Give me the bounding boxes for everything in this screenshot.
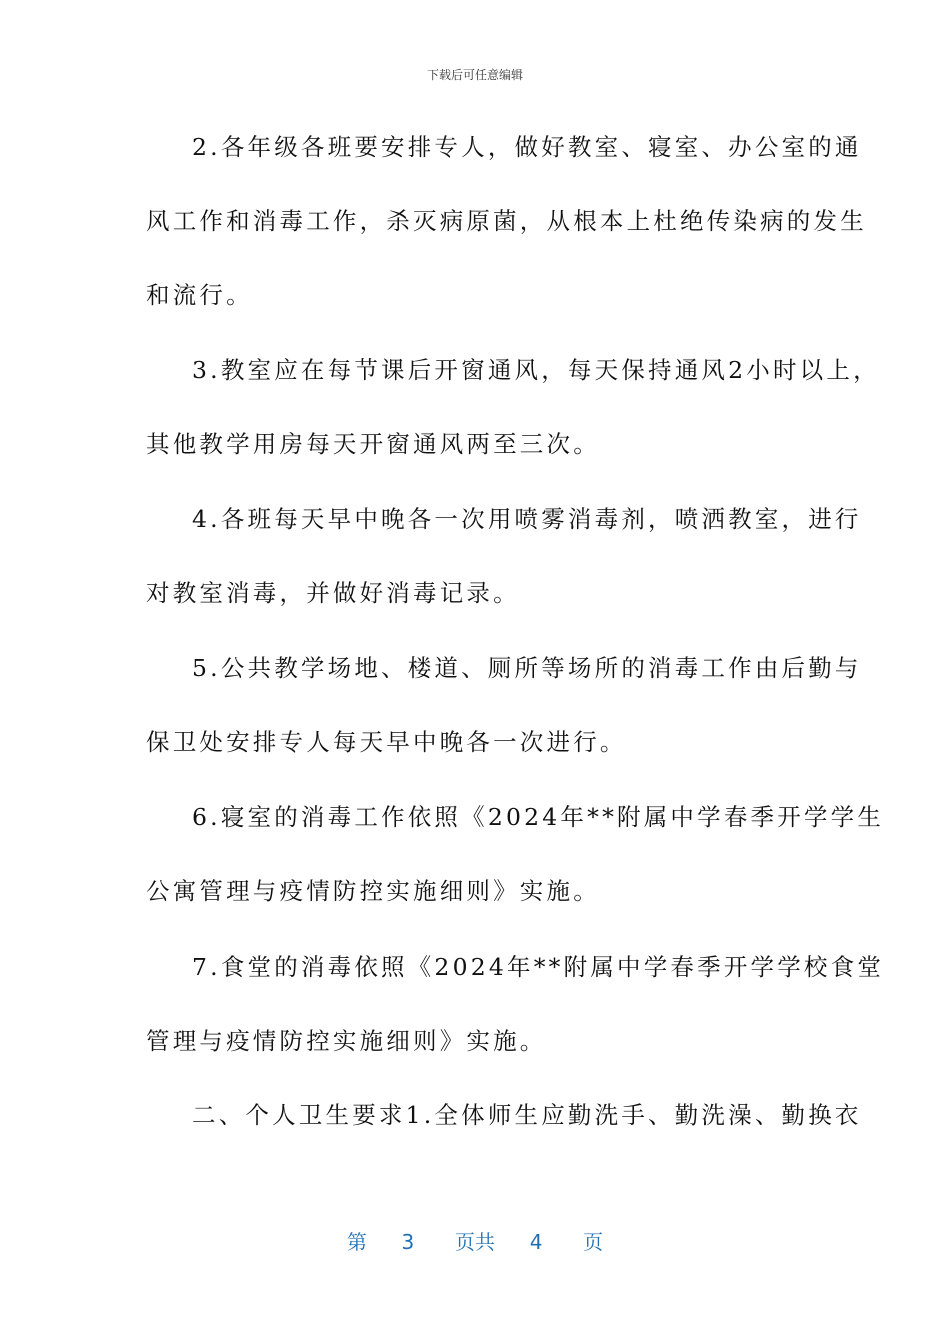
page-number-footer: [0, 1226, 950, 1255]
paragraph-line: 管理与疫情防控实施细则》实施。: [146, 1027, 547, 1055]
paragraph-line: 2.各年级各班要安排专人，做好教室、寝室、办公室的通: [192, 133, 862, 161]
footer-page-prefix: 第: [346, 1230, 367, 1254]
paragraph-line: 风工作和消毒工作，杀灭病原菌，从根本上杜绝传染病的发生: [146, 207, 867, 235]
footer-total-pages: 4: [529, 1230, 543, 1254]
paragraph-line: 7.食堂的消毒依照《2024年**附属中学春季开学学校食堂: [192, 953, 885, 981]
page-header: 下载后可任意编辑: [426, 68, 523, 82]
paragraph-line: 保卫处安排专人每天早中晚各一次进行。: [146, 728, 627, 756]
paragraph-line: 6.寝室的消毒工作依照《2024年**附属中学春季开学学生: [192, 803, 885, 831]
paragraph-line: 对教室消毒，并做好消毒记录。: [146, 579, 520, 607]
paragraph-line: 3.教室应在每节课后开窗通风，每天保持通风2小时以上，: [192, 356, 880, 384]
paragraph-line: 4.各班每天早中晚各一次用喷雾消毒剂，喷洒教室，进行: [192, 505, 862, 533]
footer-page-mid: 页共: [455, 1230, 495, 1254]
footer-current-page: 3: [401, 1230, 415, 1254]
footer-page-suffix: 页: [583, 1230, 604, 1254]
paragraph-line: 其他教学用房每天开窗通风两至三次。: [146, 430, 600, 458]
paragraph-line: 5.公共教学场地、楼道、厕所等场所的消毒工作由后勤与: [192, 654, 862, 682]
paragraph-line: 公寓管理与疫情防控实施细则》实施。: [146, 877, 600, 905]
section-heading-line: 二、个人卫生要求1.全体师生应勤洗手、勤洗澡、勤换衣: [192, 1101, 862, 1129]
paragraph-line: 和流行。: [146, 281, 253, 309]
